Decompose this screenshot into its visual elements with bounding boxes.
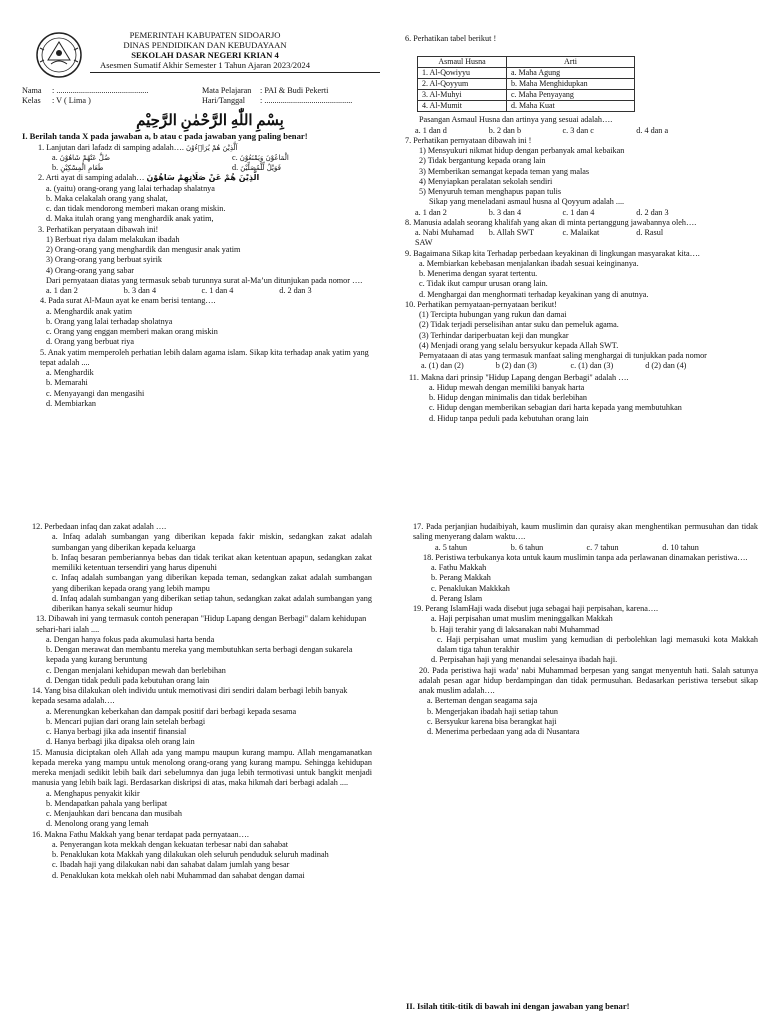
q8-option-d[interactable]: d. Rasul	[636, 228, 664, 237]
q7-statement-2: 2) Tidak bergantung kepada orang lain	[419, 156, 546, 166]
q16-text: 16. Makna Fathu Makkah yang benar terdapat pada pernyataan….	[32, 829, 249, 839]
q17-option-b[interactable]: b. 6 tahun	[510, 542, 544, 552]
q9-option-a[interactable]: a. Membiarkan kebebasan menjalankan ibadah sesuai keinginanya.	[419, 258, 639, 268]
q3-option-d[interactable]: d. 2 dan 3	[279, 286, 312, 296]
q7-option-d[interactable]: d. 2 dan 3	[636, 207, 669, 217]
question-4	[22, 296, 377, 347]
q11-text: 11. Makna dari prinsip "Hidup Lapang dengan Berbagi" adalah ….	[409, 372, 629, 382]
q11-option-b[interactable]: b. Hidup dengan minimalis dan tidak berlebihan	[429, 393, 588, 402]
q16-option-d[interactable]: d. Penaklukan kota mekkah oleh nabi Muhammad dan sahabat dengan damai	[52, 870, 305, 880]
q4-option-a[interactable]: a. Menghardik anak yatim	[46, 306, 132, 316]
question-19	[413, 604, 758, 666]
q5-option-b[interactable]: b. Memarahi	[46, 378, 88, 388]
q6-option-a[interactable]: a. 1 dan d	[415, 125, 447, 135]
q10-statement-2: (2) Tidak terjadi perselisihan antar suku dan pemeluk agama.	[419, 320, 619, 330]
question-11	[405, 373, 750, 424]
q20-option-a[interactable]: a. Berteman dengan seagama saja	[427, 696, 538, 706]
q7-option-a[interactable]: a. 1 dan 2	[415, 207, 447, 217]
q18-option-a[interactable]: a. Fathu Makkah	[431, 563, 487, 572]
section-2-instruction: II. Isilah titik-titik di bawah ini dengan jawaban yang benar!	[406, 1001, 630, 1011]
q9-option-d[interactable]: d. Menghargai dan menghormati terhadap keyakinan yang di anutnya.	[419, 289, 649, 299]
q19-text: 19. Perang IslamHaji wada disebut juga sebagai haji perpisahan, karena….	[413, 604, 659, 613]
q8-text: 8. Manusia adalah seorang khalifah yang akan di minta pertanggung jawabannya oleh….	[405, 217, 697, 227]
q13-option-a[interactable]: a. Dengan hanya fokus pada akumulasi harta benda	[46, 634, 215, 644]
q10-option-c[interactable]: c. (1) dan (3)	[570, 361, 614, 371]
q15-option-d[interactable]: d. Menolong orang yang lemah	[46, 819, 149, 829]
q2-option-c[interactable]: c. dan tidak mendorong memberi makan orang miskin.	[46, 204, 226, 214]
nama-label: Nama	[22, 86, 42, 95]
question-9	[405, 249, 750, 300]
q10-option-b[interactable]: b (2) dan (3)	[495, 361, 537, 371]
mapel-label: Mata Pelajaran	[202, 86, 252, 95]
table-cell: b. Maha Menghidupkan	[507, 79, 635, 90]
question-16	[32, 830, 372, 881]
q18-option-c[interactable]: c. Penaklukan Makkkah	[431, 583, 510, 593]
q18-text: 18. Peristiwa terbukanya kota untuk kaum muslimin tanpa ada perlawanan dinamakan peristiwa….	[423, 552, 748, 562]
q1-option-a[interactable]: a.	[52, 152, 58, 162]
question-12	[32, 522, 372, 614]
table-cell: 2. Al-Qoyyum	[418, 79, 507, 90]
q1-option-a-arabic: ضُلَّ عَنْهُمْ شَاهُوْنَ	[59, 153, 111, 162]
q6-text: 6. Perhatikan tabel berikut !	[405, 34, 497, 43]
q8-option-a[interactable]: a. Nabi Muhamad SAW	[415, 228, 474, 248]
q3-statement-4: 4) Orang-orang yang sabar	[46, 265, 134, 275]
q12-option-a[interactable]: a. Infaq adalah sumbangan yang diberikan kepada fakir miskin, sedangkan zakat adalah sumbangan yang diberikan kepada keluarga	[52, 532, 372, 552]
q10-statement-4: (4) Menjadi orang yang selalu bersyukur kepada Allah SWT.	[419, 340, 619, 350]
kelas-value: : V ( Lima )	[52, 96, 91, 105]
q3-statement-2: 2) Orang-orang yang menghardik dan mengusir anak yatim	[46, 245, 241, 255]
question-6	[405, 34, 750, 136]
school-header	[30, 30, 380, 85]
q7-statement-4: 4) Menyiapkan peralatan sekolah sendiri	[419, 176, 553, 186]
q18-option-b[interactable]: b. Perang Makkah	[431, 573, 491, 583]
q14-option-b[interactable]: b. Mencari pujian dari orang lain setelah berbagi	[46, 716, 206, 726]
q11-option-a[interactable]: a. Hidup mewah dengan memiliki banyak harta	[429, 382, 585, 392]
q9-text: 9. Bagaimana Sikap kita Terhadap perbedaan keyakinan di lingkungan masyarakat kita….	[405, 248, 700, 258]
q2-arabic: الَّذِيْنَ هُمْ عَنْ صَلَاتِهِمْ سَاهُوْنَ	[146, 173, 260, 183]
question-18	[413, 553, 758, 604]
q14-text: 14. Yang bisa dilakukan oleh individu untuk memotivasi diri sendiri dalam berbagi lebih banyak kepada sesama adalah….	[32, 686, 348, 706]
question-5	[22, 348, 377, 410]
q2-text: 2. Arti ayat di samping adalah…	[38, 173, 145, 183]
section-1-instruction: I. Berilah tanda X pada jawaban a, b atau c pada jawaban yang paling benar!	[22, 131, 308, 141]
header-rule	[90, 72, 380, 73]
question-2	[22, 173, 377, 224]
q3-statement-1: 1) Berbuat riya dalam melakukan ibadah	[46, 234, 180, 244]
mapel-value: : PAI & Budi Pekerti	[260, 86, 329, 95]
q15-option-b[interactable]: b. Mendapatkan pahala yang berlipat	[46, 798, 168, 808]
q12-option-c[interactable]: c. Infaq adalah sumbangan yang diberikan kepada teman, sedangkan zakat adalah sumbangan yang diberikan kepada orang yang lebih mampu	[52, 573, 372, 593]
q1-option-c[interactable]: c.	[232, 152, 238, 162]
q20-option-d[interactable]: d. Menerima perbedaan yang ada di Nusantara	[427, 727, 580, 736]
q20-text: 20. Pada peristiwa haji wada’ nabi Muhammad berpesan yang sangat menyentuh hati. Salah satunya adalah pesan agar hidup berdampingan dan tidak permusuhan. Bedasarkan peristiwa tersebut sikap anak muslim adalah….	[419, 665, 758, 695]
q1-option-b[interactable]: b.	[52, 163, 59, 173]
q17-option-c[interactable]: c. 7 tahun	[586, 542, 619, 552]
nama-value[interactable]: : .............................................	[52, 86, 149, 95]
q10-option-d[interactable]: d (2) dan (4)	[645, 361, 687, 371]
q10-statement-1: (1) Tercipta hubungan yang rukun dan damai	[419, 310, 567, 319]
q19-option-d[interactable]: d. Perpisahan haji yang menandai selesainya ibadah haji.	[431, 655, 618, 665]
q2-option-d[interactable]: d. Maka itulah orang yang menghardik anak yatim,	[46, 214, 214, 224]
q1-arabic: اَلَّذِيْنَ هُمْ يُرَاۤءُوْنَ	[186, 143, 238, 152]
q9-option-c[interactable]: c. Tidak ikut campur urusan orang lain.	[419, 279, 548, 289]
q1-option-c-arabic: الْمَاعُوْنَ وَيَمْنَعُوْنَ	[239, 153, 289, 162]
q20-option-c[interactable]: c. Bersyukur karena bisa berangkat haji	[427, 716, 557, 726]
q2-option-a[interactable]: a. (yaitu) orang-orang yang lalai terhadap shalatnya	[46, 183, 215, 193]
table-header-arti: Arti	[507, 57, 635, 68]
q10-option-a[interactable]: a. (1) dan (2)	[421, 361, 464, 371]
q7-text: 7. Perhatikan pernyataan dibawah ini !	[405, 135, 532, 145]
question-17	[413, 522, 758, 553]
q4-option-d[interactable]: d. Orang yang berbuat riya	[46, 337, 134, 347]
q11-option-d[interactable]: d. Hidup tanpa peduli pada kebutuhan orang lain	[429, 413, 589, 423]
table-cell: c. Maha Penyayang	[507, 90, 635, 101]
table-cell: 4. Al-Mumit	[418, 101, 507, 112]
question-15	[32, 748, 372, 830]
q15-option-a[interactable]: a. Menghapus penyakit kikir	[46, 788, 140, 798]
question-7	[405, 136, 750, 218]
q18-option-d[interactable]: d. Perang Islam	[431, 593, 483, 603]
q1-text: 1. Lanjutan dari lafadz di samping adalah….	[38, 142, 184, 152]
q14-option-a[interactable]: a. Merenungkan keberkahan dan dampak positif dari berbagi kepada sesama	[46, 706, 297, 716]
q7-statement-3: 3) Memberikan semangat kepada teman yang malas	[419, 166, 590, 176]
q13-text: 13. Dibawah ini yang termasuk contoh penerapan "Hidup Lapang dengan Berbagi" dalam kehidupan sehari-hari ialah ....	[36, 614, 367, 634]
q9-option-b[interactable]: b. Menerima dengan syarat tertentu.	[419, 269, 538, 278]
q13-option-b[interactable]: b. Dengan merawat dan membantu mereka yang membutuhkan serta berbagi dengan sukarela kepada yang kurang beruntung	[46, 645, 353, 665]
right-column-bottom	[413, 522, 758, 737]
q13-option-d[interactable]: d. Dengan tidak peduli pada kebutuhan orang lain	[46, 675, 210, 685]
q4-option-b[interactable]: b. Orang yang lalai terhadap sholatnya	[46, 316, 173, 326]
q3-option-c[interactable]: c. 1 dan 4	[201, 286, 234, 296]
right-column-top	[405, 34, 750, 424]
q7-option-c[interactable]: c. 1 dan 4	[562, 207, 595, 217]
q6-option-b[interactable]: b. 2 dan b	[488, 125, 522, 135]
q16-option-a[interactable]: a. Penyerangan kota mekkah dengan kekuatan terbesar nabi dan sahabat	[52, 839, 288, 849]
q20-option-b[interactable]: b. Mengerjakan ibadah haji setiap tahun	[427, 706, 558, 716]
q5-text: 5. Anak yatim memperoleh perhatian lebih dalam agama islam. Sikap kita terhadap anak yatim yang tepat adalah ....	[40, 347, 369, 367]
student-info	[22, 86, 377, 106]
q1-option-d-arabic: فَوَيْلٌ لِّلْمُصَلِّيْنَ	[240, 164, 281, 173]
q4-text: 4. Pada surat Al-Maun ayat ke enam berisi tentang….	[40, 296, 216, 306]
q3-stem: Dari pernyataan diatas yang termasuk sebab turunnya surat al-Ma’un ditunjukan pada nomor ….	[46, 275, 363, 285]
question-14	[32, 686, 372, 748]
q8-option-b[interactable]: b. Allah SWT	[488, 228, 535, 237]
header-line-2: DINAS PENDIDIKAN DAN KEBUDAYAAN	[123, 40, 287, 50]
q6-option-d[interactable]: d. 4 dan a	[636, 125, 669, 135]
q2-option-b[interactable]: b. Maka celakalah orang yang shalat,	[46, 193, 168, 203]
basmalah: بِسْمِ اللّٰهِ الرَّحْمٰنِ الرَّحِيْمِ	[136, 113, 284, 129]
q1-option-b-arabic: طَعَامِ الْمِسْكِيْنِ	[60, 164, 104, 173]
question-1	[22, 143, 377, 174]
q12-option-d[interactable]: d. Infaq adalah sumbangan yang diberikan setiap tahun, sedangkan zakat adalah sumbangan yang diberikan hanya sekali seumur hidup	[52, 593, 372, 613]
q6-option-c[interactable]: c. 3 dan c	[562, 125, 594, 135]
q10-stem: Pernyataaan di atas yang termasuk manfaat saling menghargai di tunjukkan pada nomor	[419, 351, 707, 360]
question-10	[405, 300, 750, 372]
q14-option-c[interactable]: c. Hanya berbagi jika ada insentif finansial	[46, 727, 187, 736]
q7-statement-1: 1) Mensyukuri nikmat hidup dengan perbanyak amal kebaikan	[419, 146, 625, 155]
left-column-bottom	[32, 522, 372, 881]
question-8	[405, 218, 750, 249]
q5-option-a[interactable]: a. Menghardik	[46, 368, 94, 378]
q14-option-d[interactable]: d. Hanya berbagi jika dipaksa oleh orang lain	[46, 737, 195, 747]
q8-option-c[interactable]: c. Malaikat	[562, 228, 600, 237]
q5-option-d[interactable]: d. Membiarkan	[46, 398, 97, 408]
table-cell: a. Maha Agung	[507, 68, 635, 79]
table-cell: 1. Al-Qowiyyu	[418, 68, 507, 79]
q19-option-c[interactable]: c. Haji perpisahan umat muslim yang kemudian di perbolehkan lagi memasuki kota Makkah dalam tiga tahun terakhir	[437, 634, 758, 654]
q5-option-c[interactable]: c. Menyayangi dan mengasihi	[46, 388, 145, 398]
q16-option-c[interactable]: c. Ibadah haji yang dilakukan nabi dan sahabat dalam jumlah yang besar	[52, 860, 290, 870]
question-13	[32, 614, 372, 686]
question-3	[22, 225, 377, 297]
kelas-label: Kelas	[22, 96, 41, 105]
header-line-1: PEMERINTAH KABUPATEN SIDOARJO	[129, 30, 281, 40]
left-column-top	[22, 131, 377, 409]
q11-option-c[interactable]: c. Hidup dengan memberikan sebagian dari harta kepada yang membutuhkan	[429, 403, 682, 413]
q17-option-d[interactable]: d. 10 tahun	[662, 542, 699, 552]
table-header-asmaul: Asmaul Husna	[418, 57, 507, 68]
q7-option-b[interactable]: b. 3 dan 4	[488, 207, 522, 217]
q19-option-a[interactable]: a. Haji perpisahan umat muslim meninggalkan Makkah	[431, 614, 613, 624]
q16-option-b[interactable]: b. Penaklukan kota Makkah yang dilakukan oleh seluruh penduduk seluruh madinah	[52, 850, 329, 859]
q13-option-c[interactable]: c. Dengan menjalani kehidupan mewah dan berlebihan	[46, 665, 226, 675]
table-cell: d. Maha Kuat	[507, 101, 635, 112]
hari-value[interactable]: : ...........................................	[260, 96, 353, 105]
asmaul-husna-table	[417, 56, 635, 112]
header-line-3: SEKOLAH DASAR NEGERI KRIAN 4	[131, 50, 279, 60]
q3-option-a[interactable]: a. 1 dan 2	[46, 286, 78, 296]
q12-text: 12. Perbedaan infaq dan zakat adalah ….	[32, 522, 167, 531]
q7-statement-5: 5) Menyuruh teman menghapus papan tulis	[419, 187, 562, 196]
q3-text: 3. Perhatikan peryataan dibawah ini!	[38, 224, 159, 234]
q17-option-a[interactable]: a. 5 tahun	[435, 542, 468, 552]
q7-stem: Sikap yang meneladani asmaul husna al Qoyyum adalah ....	[429, 197, 625, 207]
q10-text: 10. Perhatikan pernyataan-pernyataan berikut!	[405, 299, 557, 309]
q19-option-b[interactable]: b. Haji terahir yang di laksanakan nabi Muhammad	[431, 624, 600, 634]
q1-option-d[interactable]: d.	[232, 163, 239, 173]
q3-option-b[interactable]: b. 3 dan 4	[123, 286, 157, 296]
q15-text: 15. Manusia diciptakan oleh Allah ada yang mampu maupun kurang mampu. Allah mengamanatkan kepada mereka yang mampu untuk menolong orang-orang yang kurang mampu. Sehingga kehidupan mereka menjadi sedikit lebih baik dari sebelumnya dan juga lebih termotivasi untuk bangkit menjadi manusia yang lebih baik lagi. Berdasarkan diskripsi di atas, maka hikmah dari berbagi adalah ....	[32, 747, 372, 788]
q10-statement-3: (3) Terhindar dariperbuatan keji dan mungkar	[419, 330, 569, 340]
question-20	[413, 666, 758, 738]
q15-option-c[interactable]: c. Menjauhkan dari bencana dan musibah	[46, 809, 182, 818]
q17-text: 17. Pada perjanjian hudaibiyah, kaum muslimin dan quraisy akan menghentikan permusuhan dan tidak saling menyerang dalam waktu….	[413, 522, 758, 542]
q3-statement-3: 3) Orang-orang yang berbuat syirik	[46, 255, 162, 265]
q12-option-b[interactable]: b. Infaq besaran pemberiannya bebas dan tidak terikat akan ketentuan apapun, sedangkan zakat memiliki ketentuan tersendiri yang harus dipenuhi	[52, 552, 372, 572]
header-line-4: Asesmen Sumatif Akhir Semester 1 Tahun Ajaran 2023/2024	[100, 60, 310, 70]
q6-stem: Pasangan Asmaul Husna dan artinya yang sesuai adalah….	[419, 115, 613, 125]
table-cell: 3. Al-Muhyi	[418, 90, 507, 101]
hari-label: Hari/Tanggal	[202, 96, 246, 105]
q4-option-c[interactable]: c. Orang yang enggan memberi makan orang miskin	[46, 327, 218, 337]
